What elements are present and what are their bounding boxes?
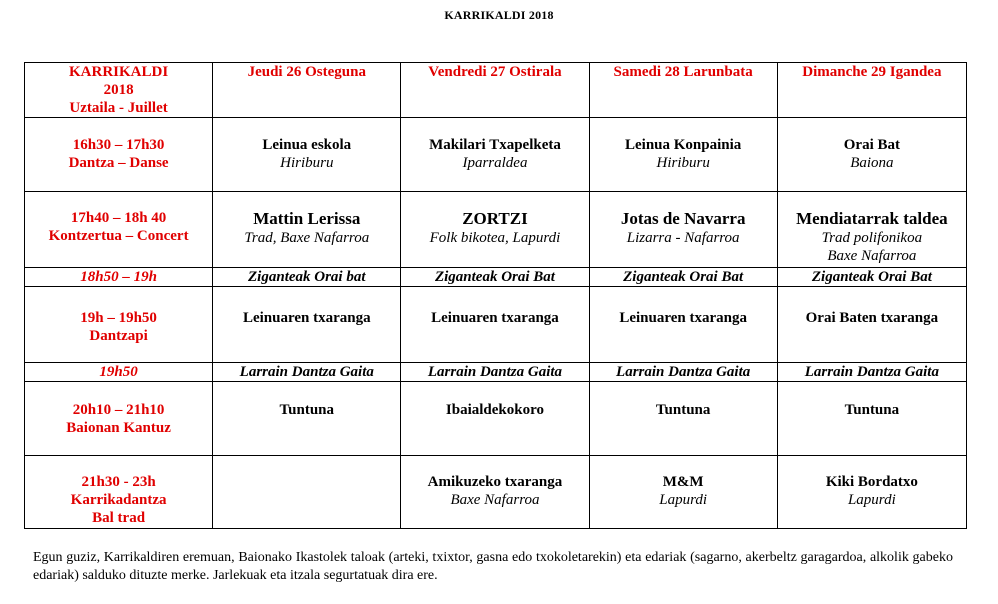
event-title: Ziganteak Orai Bat bbox=[589, 268, 777, 287]
table-row bbox=[25, 268, 967, 287]
time-label: 20h10 – 21h10 bbox=[72, 402, 165, 418]
event-title: Kiki Bordatxo bbox=[825, 474, 918, 490]
time-label: 16h30 – 17h30 bbox=[72, 137, 165, 153]
table-row bbox=[25, 456, 967, 529]
event-location: Baxe Nafarroa bbox=[827, 248, 917, 264]
event-title: Makilari Txapelketa bbox=[429, 137, 561, 153]
event-cell bbox=[777, 456, 966, 529]
time-cell bbox=[25, 287, 213, 363]
event-title: Larrain Dantza Gaita bbox=[401, 363, 589, 382]
corner-month: Uztaila - Juillet bbox=[69, 100, 168, 116]
table-row bbox=[25, 287, 967, 363]
time-label: 21h30 - 23h bbox=[81, 474, 156, 490]
event-location: Lapurdi bbox=[659, 492, 708, 508]
category-label: Bal trad bbox=[92, 510, 146, 526]
day-header-saturday: Samedi 28 Larunbata bbox=[589, 63, 777, 118]
event-title: Orai Baten txaranga bbox=[777, 287, 966, 363]
header-row bbox=[25, 63, 967, 118]
event-title: Larrain Dantza Gaita bbox=[213, 363, 401, 382]
table-row bbox=[25, 118, 967, 192]
event-title: M&M bbox=[662, 474, 704, 490]
event-title: Leinuaren txaranga bbox=[213, 287, 401, 363]
event-title: Jotas de Navarra bbox=[620, 209, 746, 228]
corner-year: 2018 bbox=[103, 82, 134, 98]
category-label: Kontzertua – Concert bbox=[48, 228, 189, 244]
footer-note: Egun guziz, Karrikaldiren eremuan, Baionako Ikastolek taloak (arteki, txixtor, gasna edo txokoletarekin) eta edariak (sagarno, akerbeltz garagardoa, alkolik gabeko edariak) salduko dituzte merke. Jarlekuak eta itzala segurtatuak dira ere. bbox=[33, 550, 953, 583]
event-location: Hiriburu bbox=[280, 155, 334, 171]
event-title: Tuntuna bbox=[589, 382, 777, 456]
event-title: Mattin Lerissa bbox=[253, 209, 361, 228]
category-label: Dantza – Danse bbox=[68, 155, 169, 171]
day-header-friday: Vendredi 27 Ostirala bbox=[401, 63, 589, 118]
event-title: Leinuaren txaranga bbox=[589, 287, 777, 363]
event-title: Larrain Dantza Gaita bbox=[777, 363, 966, 382]
event-location: Lapurdi bbox=[847, 492, 896, 508]
time-cell bbox=[25, 382, 213, 456]
table-row bbox=[25, 192, 967, 268]
event-cell bbox=[213, 118, 401, 192]
day-header-thursday: Jeudi 26 Osteguna bbox=[213, 63, 401, 118]
event-cell bbox=[401, 456, 589, 529]
event-cell bbox=[777, 118, 966, 192]
corner-cell bbox=[25, 63, 213, 118]
page-title: KARRIKALDI 2018 bbox=[444, 8, 554, 22]
event-title: Leinuaren txaranga bbox=[401, 287, 589, 363]
category-label: Karrikadantza bbox=[70, 492, 167, 508]
time-cell bbox=[25, 192, 213, 268]
schedule-table bbox=[24, 62, 967, 529]
category-label: Dantzapi bbox=[89, 328, 148, 344]
time-label: 19h – 19h50 bbox=[80, 310, 157, 326]
event-cell bbox=[589, 456, 777, 529]
corner-festival: KARRIKALDI bbox=[69, 64, 169, 80]
event-cell-empty bbox=[213, 456, 401, 529]
time-cell bbox=[25, 118, 213, 192]
event-title: Ziganteak Orai Bat bbox=[777, 268, 966, 287]
event-cell bbox=[589, 192, 777, 268]
time-cell bbox=[25, 456, 213, 529]
event-title: Ziganteak Orai Bat bbox=[401, 268, 589, 287]
event-location: Iparraldea bbox=[462, 155, 528, 171]
event-cell bbox=[213, 192, 401, 268]
event-title: Larrain Dantza Gaita bbox=[589, 363, 777, 382]
time-label: 17h40 – 18h 40 bbox=[70, 210, 167, 226]
event-location: Trad polifonikoa bbox=[821, 230, 923, 246]
event-title: Ziganteak Orai bat bbox=[213, 268, 401, 287]
event-cell bbox=[777, 192, 966, 268]
event-title: Ibaialdekokoro bbox=[401, 382, 589, 456]
event-location: Hiriburu bbox=[656, 155, 710, 171]
event-title: Orai Bat bbox=[843, 137, 900, 153]
event-title: Leinua eskola bbox=[262, 137, 352, 153]
time-label: 19h50 bbox=[25, 363, 213, 382]
event-title: Amikuzeko txaranga bbox=[427, 474, 563, 490]
event-title: ZORTZI bbox=[462, 209, 528, 228]
event-cell bbox=[401, 118, 589, 192]
day-header-sunday: Dimanche 29 Igandea bbox=[777, 63, 966, 118]
table-row bbox=[25, 382, 967, 456]
event-location: Trad, Baxe Nafarroa bbox=[244, 230, 370, 246]
event-cell bbox=[401, 192, 589, 268]
event-location: Baiona bbox=[850, 155, 894, 171]
event-title: Tuntuna bbox=[777, 382, 966, 456]
event-title: Tuntuna bbox=[213, 382, 401, 456]
event-location: Lizarra - Nafarroa bbox=[626, 230, 740, 246]
event-location: Baxe Nafarroa bbox=[450, 492, 540, 508]
event-title: Leinua Konpainia bbox=[625, 137, 742, 153]
category-label: Baionan Kantuz bbox=[66, 420, 171, 436]
time-label: 18h50 – 19h bbox=[25, 268, 213, 287]
event-title: Mendiatarrak taldea bbox=[796, 209, 948, 228]
table-row bbox=[25, 363, 967, 382]
event-location: Folk bikotea, Lapurdi bbox=[429, 230, 561, 246]
event-cell bbox=[589, 118, 777, 192]
